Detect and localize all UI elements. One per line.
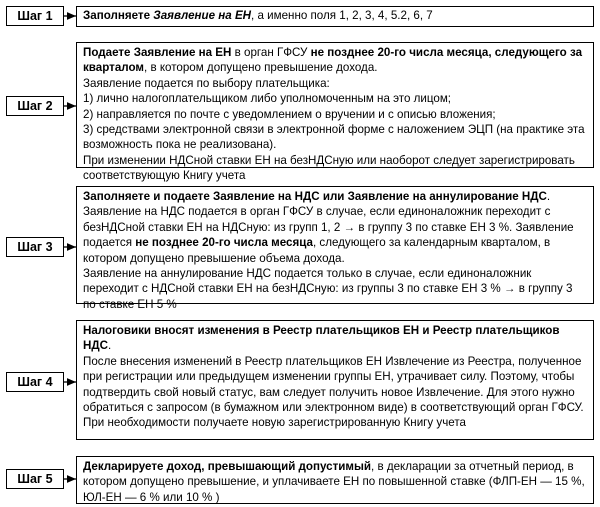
step-3-para-2: Заявление на аннулирование НДС подается только в случае, если единоналожник переходит с НДСной ставки ЕН на безНДСную: из группы 3 по ставке ЕН 3 % → в группу 3 по ставке ЕН 5 %: [83, 267, 573, 311]
step-1-label: Шаг 1: [6, 6, 64, 26]
step-3-box: [76, 186, 594, 311]
step-3-heading: Заполняете и подаете Заявление на НДС или Заявление на аннулирование НДС.: [83, 190, 551, 203]
step-2-line: 3) средствами электронной связи в электронной форме с наложением ЭЦП (на практике эта возможность пока не реализована).: [83, 123, 585, 152]
step-2-line: При изменении НДСной ставки ЕН на безНДСную или наоборот следует зарегистрировать соответствующую Книгу учета: [83, 153, 575, 183]
step-2-line: Заявление подается по выбору плательщика:: [83, 76, 330, 90]
step-4-para-2: При необходимости получаете новую зарегистрированную Книгу учета: [83, 416, 466, 430]
step-4-heading: Налоговики вносят изменения в Реестр плательщиков ЕН и Реестр плательщиков НДС.: [83, 324, 560, 353]
step-2-line: 1) лично налогоплательщиком либо уполномоченным на это лицом;: [83, 92, 452, 106]
step-5-label: Шаг 5: [6, 469, 64, 489]
step-3-label: Шаг 3: [6, 237, 64, 257]
step-4-box: [76, 320, 594, 440]
step-4-label: Шаг 4: [6, 372, 64, 392]
step-3-para-1: Заявление на НДС подается в орган ГФСУ в случае, если единоналожник переходит с безНДСной ставки ЕН на НДСную: из групп 1, 2 → в группу 3 по ставке ЕН 3 %. Заявление подается не позднее 20-го числа месяца, следующего за календарным кварталом, в котором допущено превышение объема дохода.: [83, 205, 574, 265]
step-2-heading: Подаете Заявление на ЕН в орган ГФСУ не позднее 20-го числа месяца, следующего за кварталом, в котором допущено превышение дохода.: [83, 46, 583, 75]
step-5-text: Декларируете доход, превышающий допустимый, в декларации за отчетный период, в котором допущено превышение, и уплачиваете ЕН по повышенной ставке (ФЛП-ЕН — 15 %, ЮЛ-ЕН — 6 % или 10 % ): [83, 460, 585, 504]
step-2-box: [76, 42, 594, 183]
step-1-text: Заполняете Заявление на ЕН, а именно поля 1, 2, 3, 4, 5.2, 6, 7: [83, 9, 433, 22]
step-2-label: Шаг 2: [6, 96, 64, 116]
step-5-box: [76, 456, 594, 504]
step-1-box: [76, 6, 594, 27]
step-4-para-1: После внесения изменений в Реестр плательщиков ЕН Извлечение из Реестра, полученное при регистрации или предыдущем изменении группы ЕН, утрачивает силу. Поэтому, чтобы подтвердить свой новый статус, вам следует получить новое Извлечение. Для этого нужно обратиться с запросом (в бумажном или электронном виде) в соответствующий орган ГФСУ.: [83, 354, 584, 415]
step-2-line: 2) направляется по почте с уведомлением о вручении и с описью вложения;: [83, 107, 496, 121]
